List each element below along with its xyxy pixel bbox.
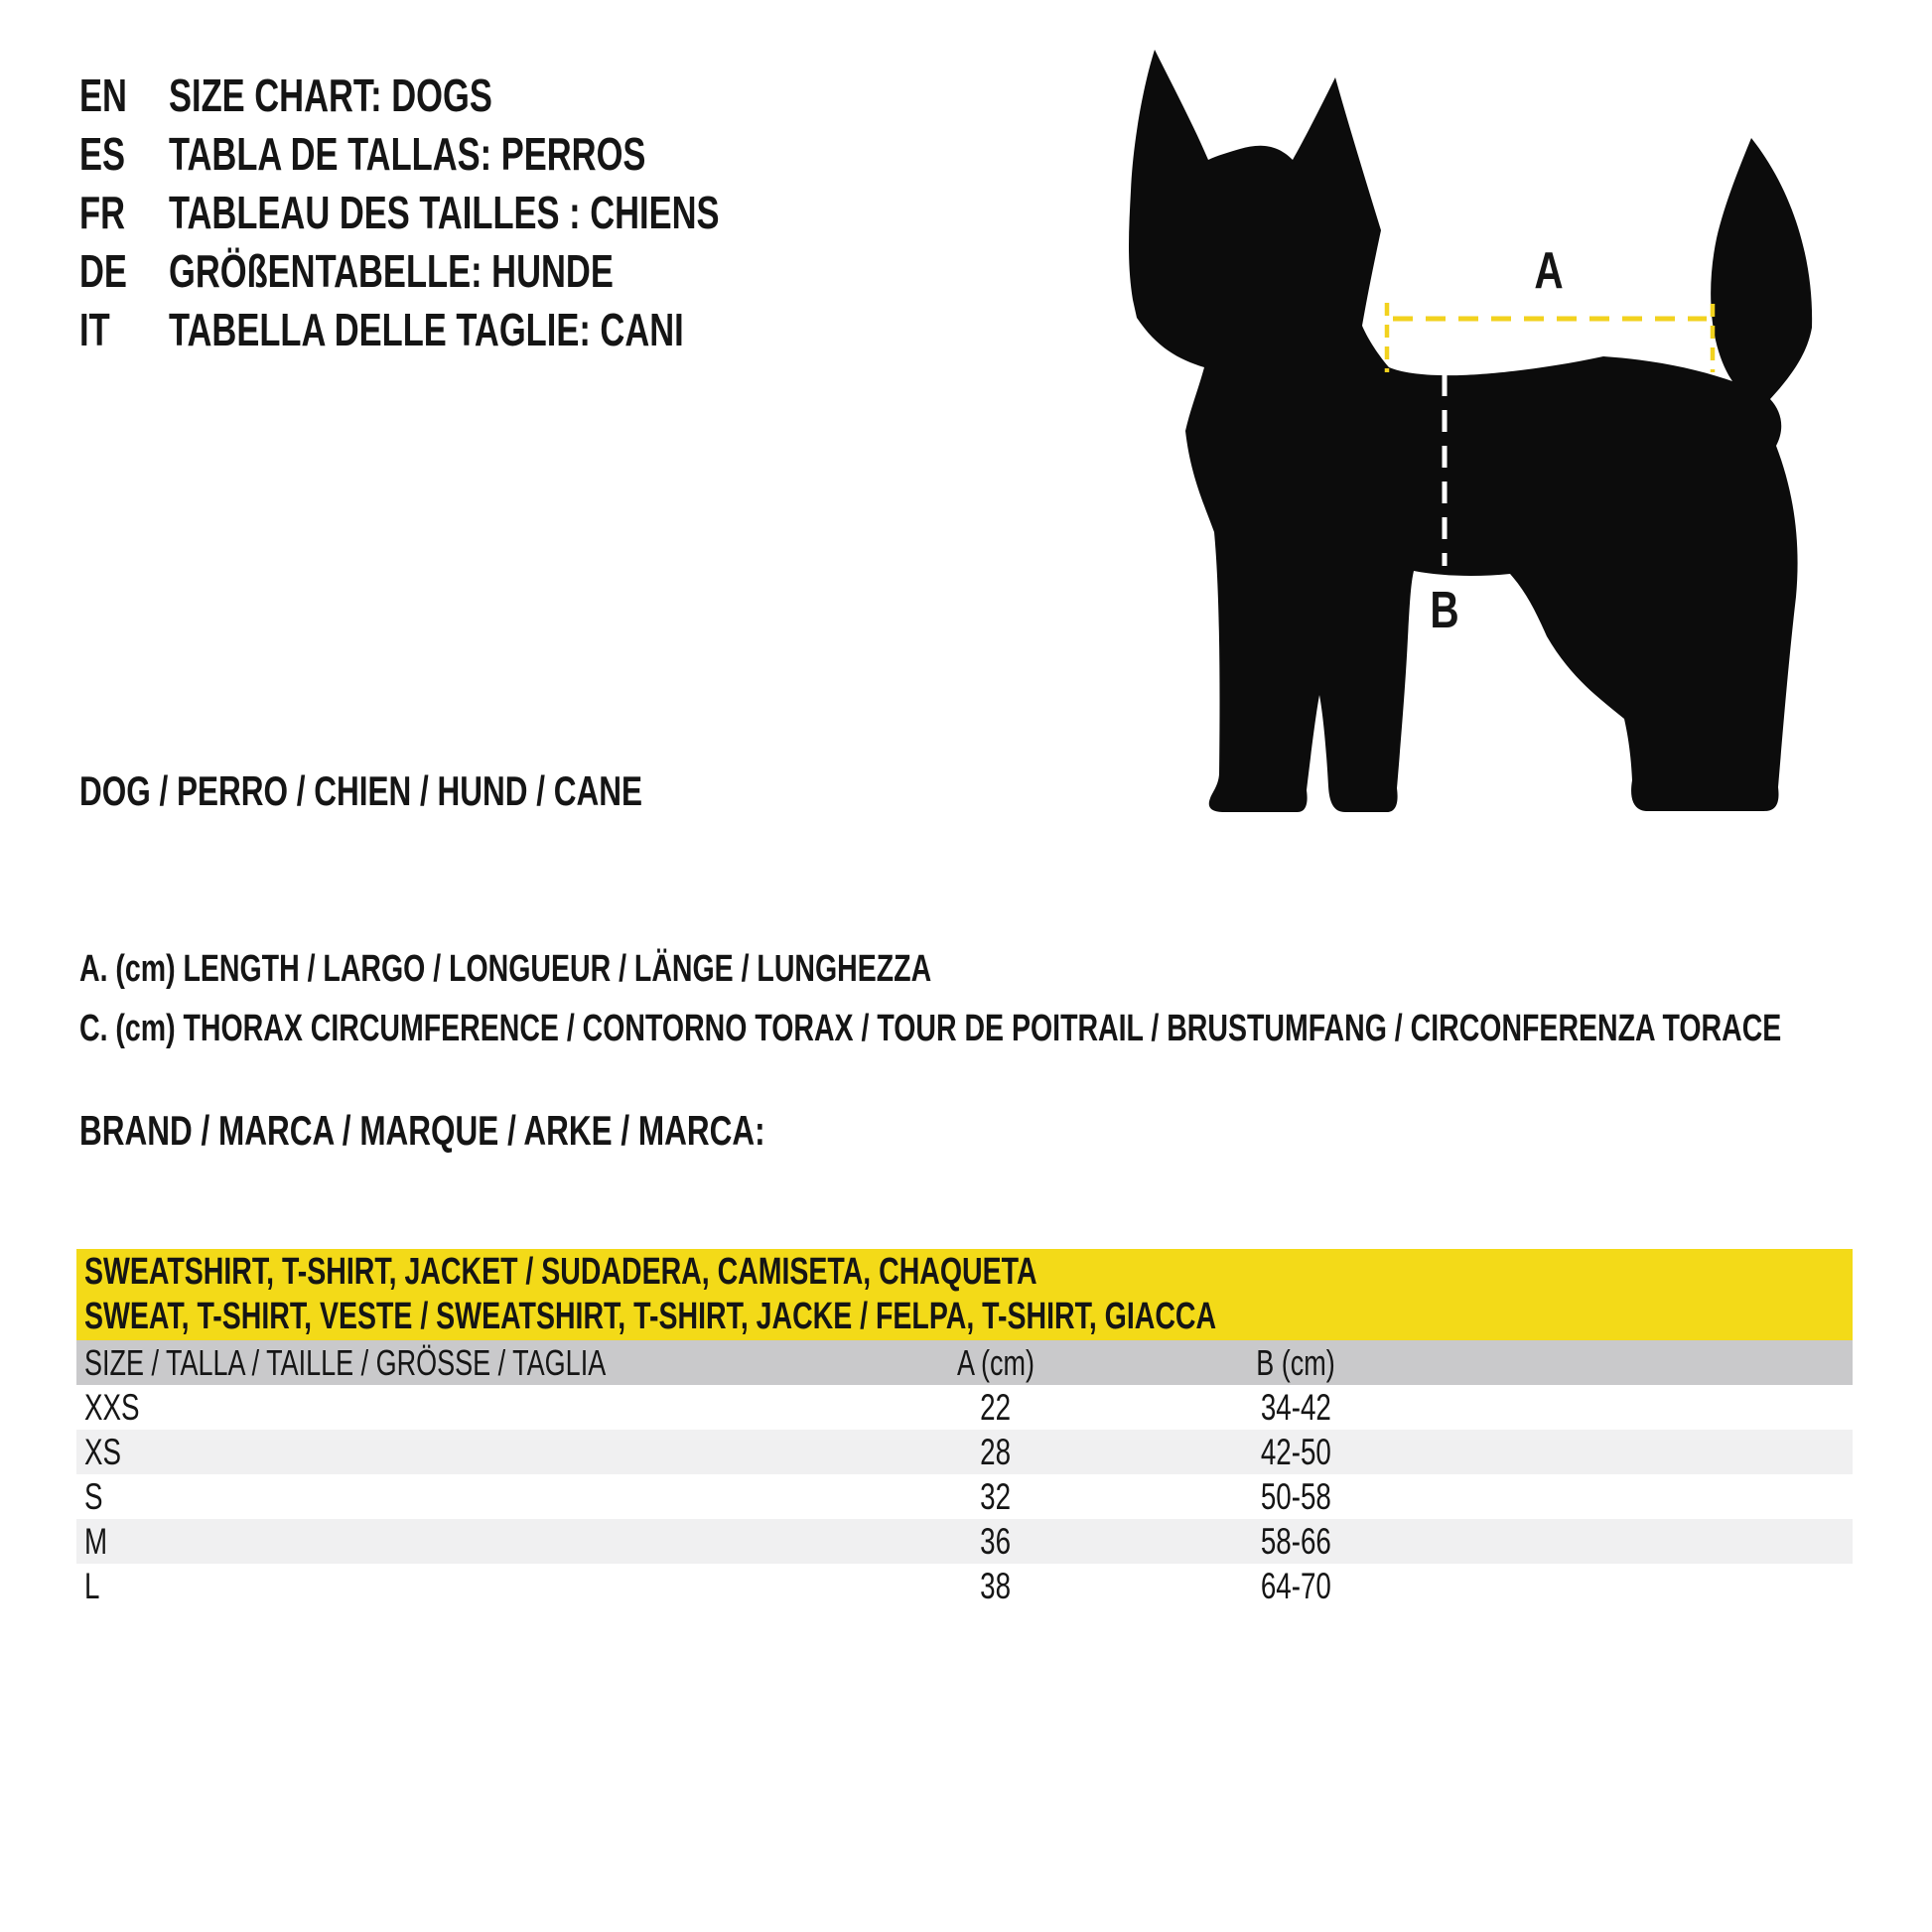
a-value: 22	[980, 1386, 1012, 1428]
animal-caption: DOG / PERRO / CHIEN / HUND / CANE	[79, 767, 643, 814]
garment-banner	[76, 1249, 1853, 1340]
col-header-size: SIZE / TALLA / TAILLE / GRÖSSE / TAGLIA	[84, 1341, 607, 1383]
b-value: 42-50	[1260, 1431, 1331, 1472]
b-value: 58-66	[1260, 1520, 1331, 1562]
table-row	[76, 1474, 1853, 1519]
table-row	[76, 1564, 1853, 1608]
col-header-a: A (cm)	[957, 1341, 1035, 1383]
a-value: 32	[980, 1475, 1012, 1517]
measure-a-label: A	[1534, 241, 1564, 300]
size-value: M	[84, 1520, 108, 1562]
b-value: 50-58	[1260, 1475, 1331, 1517]
chihuahua-silhouette	[1129, 50, 1812, 812]
col-header-b: B (cm)	[1256, 1341, 1335, 1383]
table-row	[76, 1430, 1853, 1474]
lang-title: SIZE CHART: DOGS	[169, 69, 492, 121]
lang-title: TABELLA DELLE TAGLIE: CANI	[169, 304, 684, 355]
lang-code: EN	[79, 69, 127, 121]
measure-note-c: C. (cm) THORAX CIRCUMFERENCE / CONTORNO TORAX / TOUR DE POITRAIL / BRUSTUMFANG / CIRCONFERENZA TORACE	[79, 1007, 1782, 1049]
size-value: XS	[84, 1431, 122, 1472]
garment-banner-line2: SWEAT, T-SHIRT, VESTE / SWEATSHIRT, T-SHIRT, JACKE / FELPA, T-SHIRT, GIACCA	[84, 1296, 1217, 1337]
lang-title: GRÖßENTABELLE: HUNDE	[169, 245, 614, 297]
lang-title: TABLEAU DES TAILLES : CHIENS	[169, 187, 720, 238]
lang-code: FR	[79, 187, 125, 238]
measure-note-a: A. (cm) LENGTH / LARGO / LONGUEUR / LÄNGE / LUNGHEZZA	[79, 947, 932, 990]
lang-code: IT	[79, 304, 110, 355]
brand-line: BRAND / MARCA / MARQUE / ARKE / MARCA:	[79, 1107, 765, 1154]
lang-title: TABLA DE TALLAS: PERROS	[169, 128, 646, 180]
b-value: 34-42	[1260, 1386, 1331, 1428]
a-value: 36	[980, 1520, 1012, 1562]
measure-b-label: B	[1430, 581, 1459, 639]
lang-code: ES	[79, 128, 126, 180]
size-value: XXS	[84, 1386, 140, 1428]
dog-measure-diagram	[1107, 40, 1862, 824]
garment-banner-line1: SWEATSHIRT, T-SHIRT, JACKET / SUDADERA, CAMISETA, CHAQUETA	[84, 1251, 1037, 1293]
table-row	[76, 1519, 1853, 1564]
lang-code: DE	[79, 245, 127, 297]
size-value: L	[84, 1565, 100, 1606]
b-value: 64-70	[1260, 1565, 1331, 1606]
table-header-row	[76, 1340, 1853, 1385]
a-value: 28	[980, 1431, 1012, 1472]
a-value: 38	[980, 1565, 1012, 1606]
size-value: S	[84, 1475, 103, 1517]
table-row	[76, 1385, 1853, 1430]
